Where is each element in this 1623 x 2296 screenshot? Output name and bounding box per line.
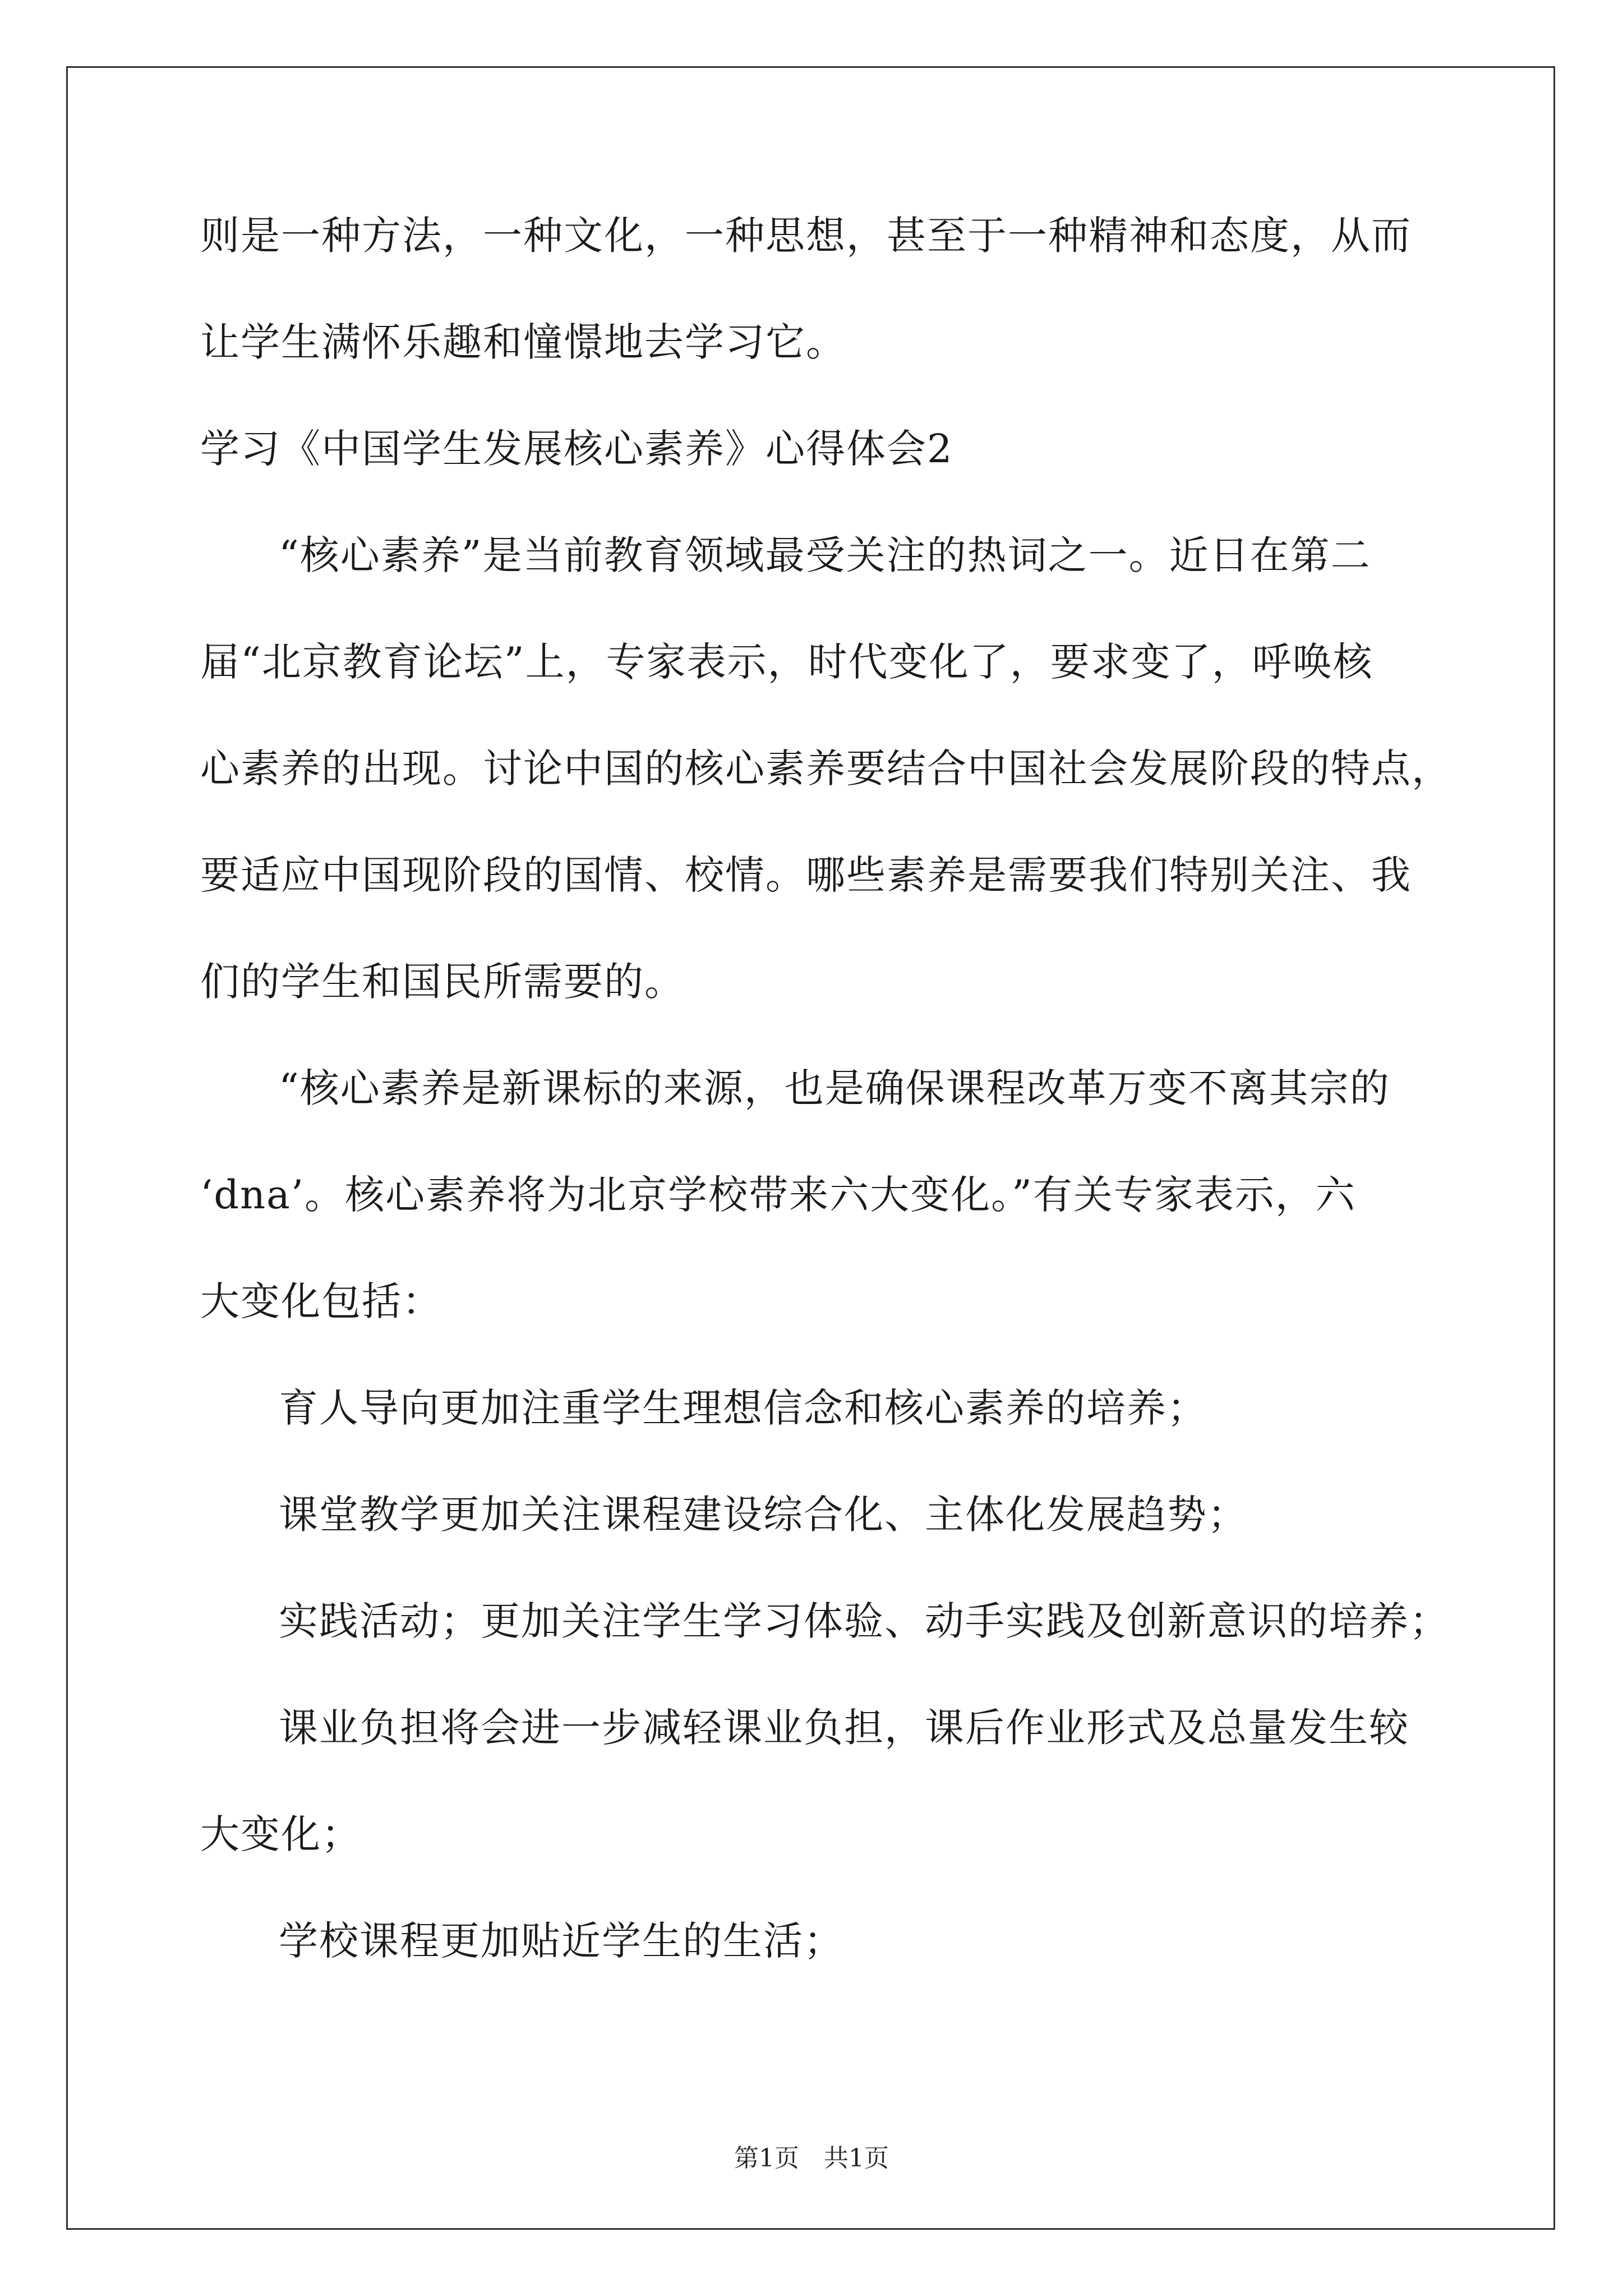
- text-line: “核心素养是新课标的来源，也是确保课程改革万变不离其宗的: [279, 1065, 1390, 1111]
- text-line: 让学生满怀乐趣和憧憬地去学习它。: [200, 319, 846, 365]
- list-item: 实践活动；更加关注学生学习体验、动手实践及创新意识的培养；: [279, 1598, 1450, 1644]
- text-line: 届“北京教育论坛”上，专家表示，时代变化了，要求变了，呼唤核: [200, 639, 1373, 685]
- text-line: 要适应中国现阶段的国情、校情。哪些素养是需要我们特别关注、我: [200, 852, 1412, 898]
- section-heading: 学习《中国学生发展核心素养》心得体会2: [200, 426, 953, 472]
- text-line: 们的学生和国民所需要的。: [200, 959, 685, 1005]
- text-line: ‘dna’。核心素养将为北京学校带来六大变化。”有关专家表示，六: [200, 1172, 1356, 1218]
- text-line: 大变化；: [200, 1811, 362, 1857]
- list-item: 育人导向更加注重学生理想信念和核心素养的培养；: [279, 1385, 1207, 1431]
- list-item: 课堂教学更加关注课程建设综合化、主体化发展趋势；: [279, 1492, 1248, 1538]
- document-body: [200, 209, 1452, 2021]
- text-line: “核心素养”是当前教育领域最受关注的热词之一。近日在第二: [279, 532, 1371, 578]
- text-line: 则是一种方法，一种文化，一种思想，甚至于一种精神和态度，从而: [200, 213, 1412, 259]
- page-footer: 第1页 共1页: [734, 2144, 889, 2173]
- text-line: 心素养的出现。讨论中国的核心素养要结合中国社会发展阶段的特点，: [200, 746, 1452, 792]
- text-line: 大变化包括：: [200, 1278, 442, 1324]
- list-item: 学校课程更加贴近学生的生活；: [279, 1918, 844, 1964]
- list-item: 课业负担将会进一步减轻课业负担，课后作业形式及总量发生较: [279, 1705, 1409, 1751]
